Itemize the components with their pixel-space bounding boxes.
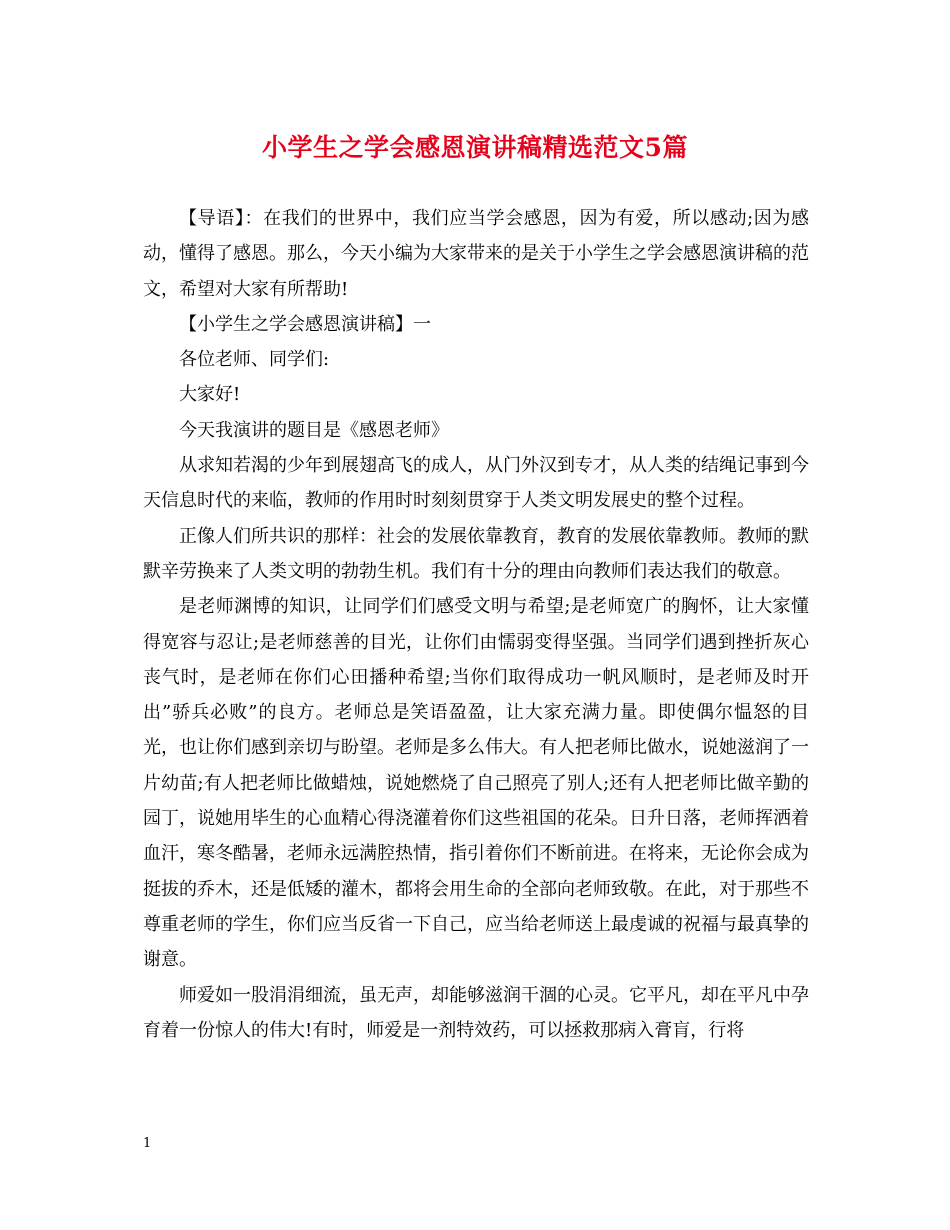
paragraph-body-2: 正像人们所共识的那样：社会的发展依靠教育，教育的发展依靠教师。教师的默默辛劳换来了人类文明的勃勃生机。我们有十分的理由向教师们表达我们的敬意。 — [143, 525, 809, 582]
paragraph-body-4: 师爱如一股涓涓细流，虽无声，却能够滋润干涸的心灵。它平凡，却在平凡中孕育着一份惊人的伟大!有时，师爱是一剂特效药，可以拯救那病入膏肓，行将 — [143, 984, 809, 1041]
paragraph-salutation: 各位老师、同学们: — [179, 349, 330, 371]
paragraph-body-1: 从求知若渴的少年到展翅高飞的成人，从门外汉到专才，从人类的结绳记事到今天信息时代的来临，教师的作用时时刻刻贯穿于人类文明发展史的整个过程。 — [143, 455, 809, 512]
paragraph-topic: 今天我演讲的题目是《感恩老师》 — [179, 419, 449, 441]
paragraph-section-heading: 【小学生之学会感恩演讲稿】一 — [179, 313, 431, 335]
paragraph-body-3: 是老师渊博的知识，让同学们们感受文明与希望;是老师宽广的胸怀，让大家懂得宽容与忍让;是老师慈善的目光，让你们由懦弱变得坚强。当同学们遇到挫折灰心丧气时，是老师在你们心田播种希望;当你们取得成功一帆风顺时，是老师及时开出”骄兵必败”的良方。老师总是笑语盈盈，让大家充满力量。即使偶尔愠怒的目光，也让你们感到亲切与盼望。老师是多么伟大。有人把老师比做水，说她滋润了一片幼苗;有人把老师比做蜡烛，说她燃烧了自己照亮了别人;还有人把老师比做辛勤的园丁，说她用毕生的心血精心得浇灌着你们这些祖国的花朵。日升日落，老师挥洒着血汗，寒冬酷暑，老师永远满腔热情，指引着你们不断前进。在将来，无论你会成为挺拔的乔木，还是低矮的灌木，都将会用生命的全部向老师致敬。在此，对于那些不尊重老师的学生，你们应当反省一下自己，应当给老师送上最虔诚的祝福与最真挚的谢意。 — [143, 596, 809, 971]
document-title: 小学生之学会感恩演讲稿精选范文5篇 — [262, 133, 688, 162]
paragraph-intro: 【导语】：在我们的世界中，我们应当学会感恩，因为有爱，所以感动;因为感动，懂得了感恩。那么，今天小编为大家带来的是关于小学生之学会感恩演讲稿的范文，希望对大家有所帮助! — [143, 208, 809, 300]
paragraph-greeting: 大家好! — [179, 384, 241, 406]
document-body — [143, 201, 809, 1048]
page-number: 1 — [143, 1136, 152, 1151]
